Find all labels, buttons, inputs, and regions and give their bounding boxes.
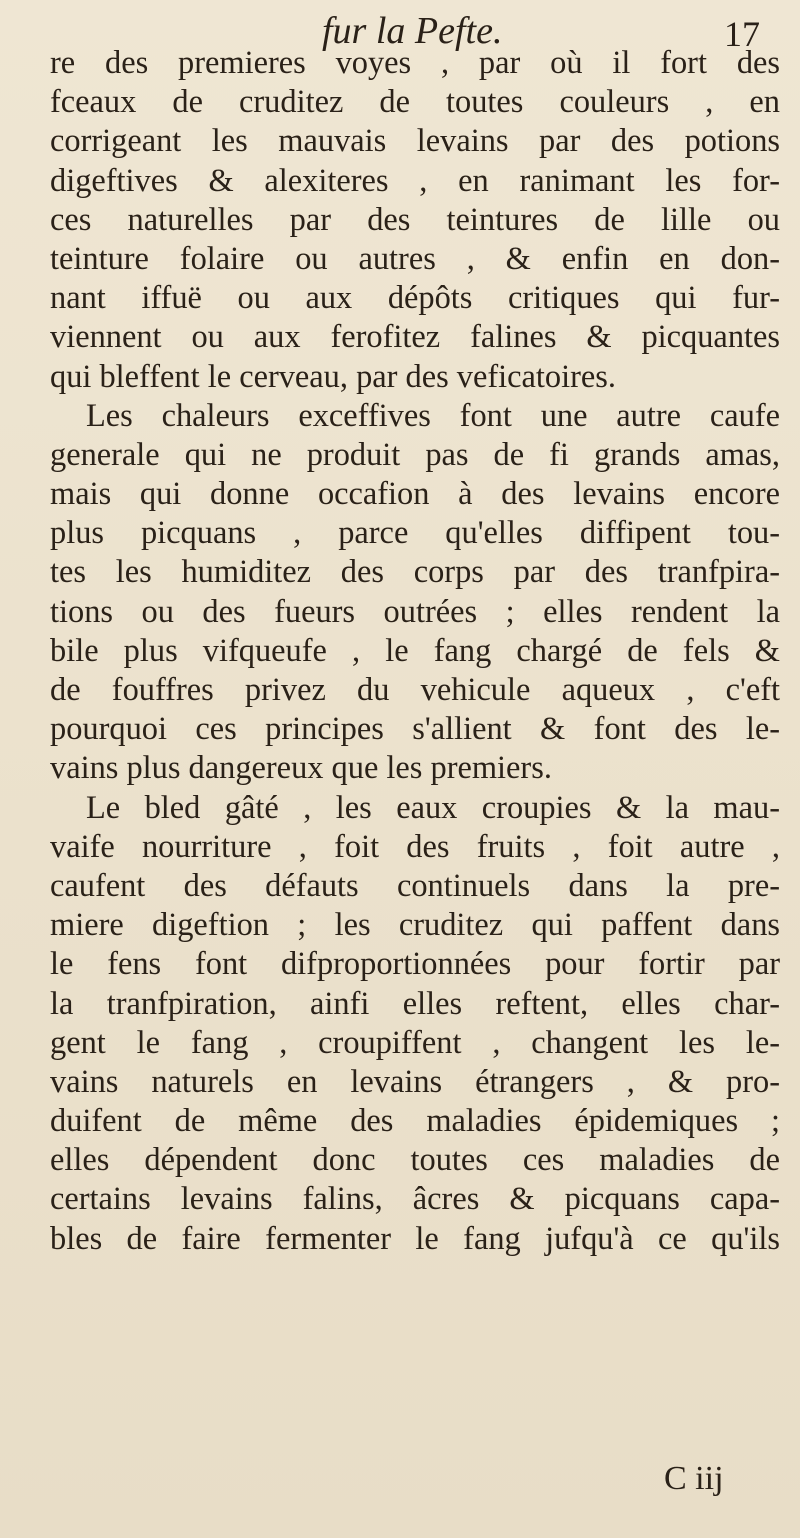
text-line: bles de faire fermenter le fang jufqu'à ce qu'ils — [50, 1220, 780, 1257]
text-line: digeftives & alexiteres , en ranimant les for- — [50, 162, 780, 199]
text-line: gent le fang , croupiffent , changent les le- — [50, 1024, 780, 1061]
signature-mark: C iij — [664, 1460, 724, 1497]
text-line: vaife nourriture , foit des fruits , foit autre , — [50, 828, 780, 865]
text-line: corrigeant les mauvais levains par des potions — [50, 123, 780, 160]
text-line: teinture folaire ou autres , & enfin en don- — [50, 240, 780, 277]
running-title: fur la Pefte. — [322, 10, 503, 52]
text-line: vains naturels en levains étrangers , & pro- — [50, 1063, 780, 1100]
text-line: miere digeftion ; les cruditez qui paffent dans — [50, 907, 780, 944]
body-text — [50, 44, 780, 1259]
text-line: qui bleffent le cerveau, par des veficatoires. — [50, 358, 616, 395]
text-line: fceaux de cruditez de toutes couleurs , en — [50, 84, 780, 121]
text-line: ces naturelles par des teintures de lille ou — [50, 201, 780, 238]
text-line: mais qui donne occafion à des levains encore — [50, 476, 780, 513]
text-line: Le bled gâté , les eaux croupies & la mau- — [86, 789, 780, 826]
text-line: tions ou des fueurs outrées ; elles rendent la — [50, 593, 780, 630]
text-line: generale qui ne produit pas de fi grands amas, — [50, 436, 780, 473]
text-line: duifent de même des maladies épidemiques ; — [50, 1103, 780, 1140]
text-line: re des premieres voyes , par où il fort des — [50, 45, 780, 81]
text-line: plus picquans , parce qu'elles diffipent tou- — [50, 515, 780, 552]
text-line: viennent ou aux ferofitez falines & picquantes — [50, 319, 780, 356]
text-line: pourquoi ces principes s'allient & font des le- — [50, 711, 780, 748]
text-line: la tranfpiration, ainfi elles reftent, elles char- — [50, 985, 780, 1022]
page-number: 17 — [724, 14, 760, 54]
text-line: elles dépendent donc toutes ces maladies de — [50, 1142, 780, 1179]
signature-area — [0, 1458, 800, 1502]
text-line: de fouffres privez du vehicule aqueux , c'eft — [50, 672, 780, 708]
text-line: Les chaleurs exceffives font une autre caufe — [86, 397, 780, 434]
text-line: vains plus dangereux que les premiers. — [50, 750, 552, 787]
text-line: caufent des défauts continuels dans la pre- — [50, 867, 780, 904]
text-line: certains levains falins, âcres & picquans capa- — [50, 1181, 780, 1218]
text-line: le fens font difproportionnées pour fortir par — [50, 946, 780, 983]
text-line: nant iffuë ou aux dépôts critiques qui fur- — [50, 280, 780, 317]
text-line: bile plus vifqueufe , le fang chargé de fels & — [50, 632, 780, 669]
text-line: tes les humiditez des corps par des tranfpira- — [50, 554, 780, 591]
